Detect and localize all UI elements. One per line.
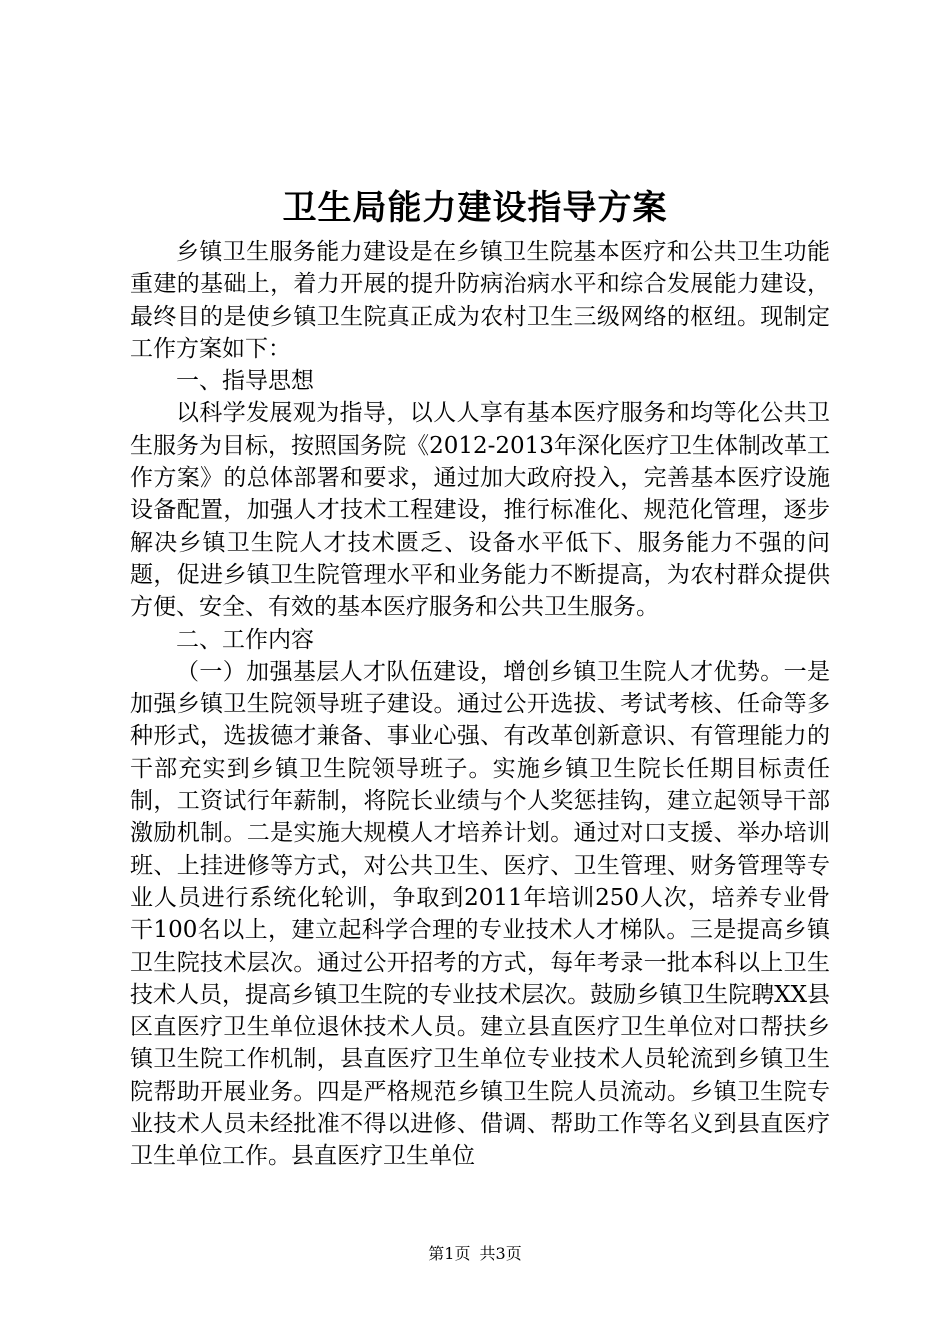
- document-body: [130, 236, 830, 1173]
- work-content-paragraph: （一）加强基层人才队伍建设，增创乡镇卫生院人才优势。一是加强乡镇卫生院领导班子建设。通过公开选拔、考试考核、任命等多种形式，选拔德才兼备、事业心强、有改革创新意识、有管理能力的干部充实到乡镇卫生院领导班子。实施乡镇卫生院长任期目标责任制，工资试行年薪制，将院长业绩与个人奖惩挂钩，建立起领导干部激励机制。二是实施大规模人才培养计划。通过对口支援、举办培训班、上挂进修等方式，对公共卫生、医疗、卫生管理、财务管理等专业人员进行系统化轮训，争取到2011年培训250人次，培养专业骨干100名以上，建立起科学合理的专业技术人才梯队。三是提高乡镇卫生院技术层次。通过公开招考的方式，每年考录一批本科以上卫生技术人员，提高乡镇卫生院的专业技术层次。鼓励乡镇卫生院聘XX县区直医疗卫生单位退休技术人员。建立县直医疗卫生单位对口帮扶乡镇卫生院工作机制，县直医疗卫生单位专业技术人员轮流到乡镇卫生院帮助开展业务。四是严格规范乡镇卫生院人员流动。乡镇卫生院专业技术人员未经批准不得以进修、借调、帮助工作等名义到县直医疗卫生单位工作。县直医疗卫生单位: [130, 658, 830, 1170]
- page-footer: [0, 1244, 950, 1264]
- section-heading-guiding-ideology: 一、指导思想: [176, 368, 314, 395]
- page-number: 第1页: [428, 1244, 471, 1263]
- section-heading-work-content: 二、工作内容: [176, 626, 314, 653]
- guiding-ideology-paragraph: 以科学发展观为指导，以人人享有基本医疗服务和均等化公共卫生服务为目标，按照国务院《2012-2013年深化医疗卫生体制改革工作方案》的总体部署和要求，通过加大政府投入，完善基本医疗设施设备配置，加强人才技术工程建设，推行标准化、规范化管理，逐步解决乡镇卫生院人才技术匮乏、设备水平低下、服务能力不强的问题，促进乡镇卫生院管理水平和业务能力不断提高，为农村群众提供方便、安全、有效的基本医疗服务和公共卫生服务。: [130, 400, 830, 621]
- page-total: 共3页: [479, 1244, 522, 1263]
- intro-paragraph: 乡镇卫生服务能力建设是在乡镇卫生院基本医疗和公共卫生功能重建的基础上，着力开展的提升防病治病水平和综合发展能力建设，最终目的是使乡镇卫生院真正成为农村卫生三级网络的枢纽。现制定工作方案如下：: [130, 239, 830, 362]
- document-title: 卫生局能力建设指导方案: [282, 188, 668, 228]
